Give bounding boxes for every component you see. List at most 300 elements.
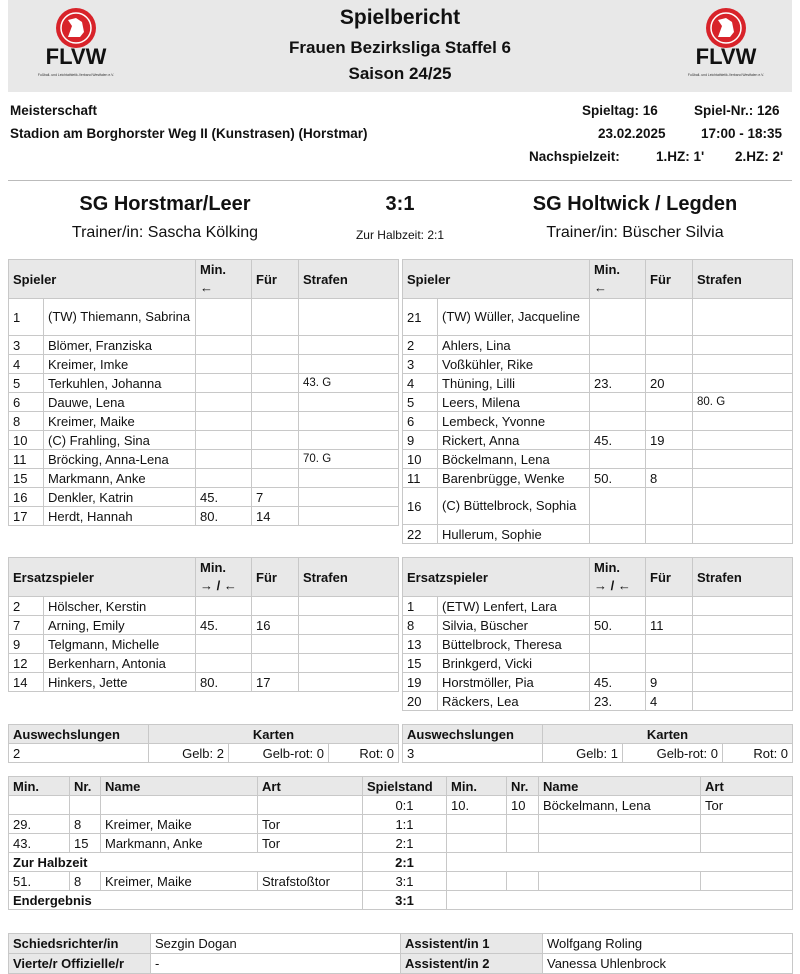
sub-row [9,635,399,654]
stoppage-label: Nachspielzeit: [529,149,620,164]
away-team: SG Holtwick / Legden [532,193,738,215]
penalty: 80. G [693,393,793,412]
player-name: Thüning, Lilli [438,374,590,393]
goal-min [447,872,507,891]
col-ersatzspieler: Ersatzspieler [403,558,590,597]
player-name: Berkenharn, Antonia [44,654,196,673]
player-row [403,525,793,544]
goal-row [9,872,793,891]
player-name: Hinkers, Jette [44,673,196,692]
empty-cell [447,853,793,872]
sub-minute [590,635,646,654]
player-name: Barenbrügge, Wenke [438,469,590,488]
sub-for: 14 [252,507,299,526]
player-number: 9 [9,635,44,654]
goal-nr [70,796,101,815]
sub-for [646,654,693,673]
penalty [299,469,399,488]
goal-min: 29. [9,815,70,834]
assistant1-label: Assistent/in 1 [401,934,543,954]
player-name: Ahlers, Lina [438,336,590,355]
away-lineup-table [402,259,793,544]
player-row [403,374,793,393]
goal-nr: 8 [70,872,101,891]
player-number: 19 [403,673,438,692]
sub-for [646,597,693,616]
penalty [299,654,399,673]
goal-scorer [101,796,258,815]
officials-table [8,933,793,974]
col-strafen: Strafen [693,558,793,597]
goal-row [9,815,793,834]
player-row [9,299,399,336]
col-fuer: Für [252,558,299,597]
col-ersatzspieler: Ersatzspieler [9,558,196,597]
goal-nr: 15 [70,834,101,853]
sub-for [646,488,693,525]
sub-row [403,673,793,692]
player-row [403,393,793,412]
svg-text:Fußball- und Leichtathletik-Ve: Fußball- und Leichtathletik-Verband Westfalen e.V. [688,73,764,77]
svg-text:Fußball- und Leichtathletik-Ve: Fußball- und Leichtathletik-Verband Westfalen e.V. [38,73,114,77]
sub-minute [590,654,646,673]
sub-for: 11 [646,616,693,635]
away-cards-table [402,724,793,763]
player-row [403,336,793,355]
player-number: 5 [403,393,438,412]
penalty [693,635,793,654]
sub-row [9,654,399,673]
assistant1-name: Wolfgang Roling [543,934,793,954]
penalty [299,635,399,654]
goal-type-header: Art [258,777,363,796]
sub-minute [196,597,252,616]
home-subs-table [8,557,399,692]
sub-minute [590,412,646,431]
goal-row [9,796,793,815]
player-number: 4 [403,374,438,393]
away-yellow: Gelb: 1 [543,744,623,763]
player-row [403,431,793,450]
player-name: Kreimer, Maike [44,412,196,431]
sub-for: 17 [252,673,299,692]
sub-for [252,469,299,488]
penalty [299,355,399,374]
sub-minute [196,355,252,374]
player-name: Dauwe, Lena [44,393,196,412]
player-number: 15 [403,654,438,673]
player-number: 3 [9,336,44,355]
col-strafen: Strafen [693,260,793,299]
goal-score: 3:1 [363,872,447,891]
penalty [693,299,793,336]
sub-minute [196,450,252,469]
sub-minute [590,488,646,525]
player-number: 8 [403,616,438,635]
sub-minute: 50. [590,616,646,635]
goal-score: 2:1 [363,834,447,853]
goal-min [447,815,507,834]
penalty [693,488,793,525]
player-number: 10 [403,450,438,469]
halftime-row-score: 2:1 [363,853,447,872]
goal-min: 43. [9,834,70,853]
sub-for [252,393,299,412]
sub-minute: 23. [590,374,646,393]
player-number: 22 [403,525,438,544]
home-sub-count: 2 [9,744,149,763]
player-row [403,355,793,374]
player-name: Horstmöller, Pia [438,673,590,692]
penalty [299,673,399,692]
player-name: Voßkühler, Rike [438,355,590,374]
player-number: 1 [9,299,44,336]
penalty [693,374,793,393]
goal-name-header: Name [539,777,701,796]
penalty [693,654,793,673]
player-number: 6 [403,412,438,431]
player-number: 11 [403,469,438,488]
goal-scorer: Kreimer, Maike [101,872,258,891]
goal-min-header: Min. [447,777,507,796]
score-header: Spielstand [363,777,447,796]
player-number: 16 [403,488,438,525]
fourth-official-name: - [151,954,401,974]
col-fuer: Für [646,558,693,597]
penalty [693,412,793,431]
penalty [693,525,793,544]
final-row-score: 3:1 [363,891,447,910]
col-strafen: Strafen [299,558,399,597]
goal-nr: 8 [70,815,101,834]
player-number: 2 [9,597,44,616]
sub-for: 20 [646,374,693,393]
report-title: Spielbericht [339,6,461,29]
goals-table [8,776,793,910]
sub-for [646,635,693,654]
goal-nr: 10 [507,796,539,815]
sub-row [403,616,793,635]
sub-for [252,431,299,450]
player-row [9,393,399,412]
sub-minute [196,654,252,673]
sub-for [252,450,299,469]
sub-minute [590,597,646,616]
player-row [403,412,793,431]
player-number: 7 [9,616,44,635]
penalty [299,336,399,355]
sub-for [252,654,299,673]
player-row [9,431,399,450]
col-min: Min. ← [590,260,646,299]
goal-min [447,834,507,853]
away-red: Rot: 0 [723,744,793,763]
referee-name: Sezgin Dogan [151,934,401,954]
sub-for: 7 [252,488,299,507]
sub-for [646,450,693,469]
penalty: 70. G [299,450,399,469]
penalty [693,616,793,635]
goal-nr-header: Nr. [507,777,539,796]
goal-nr [507,872,539,891]
penalty [693,450,793,469]
sub-row [9,597,399,616]
goal-type [701,815,793,834]
player-row [9,374,399,393]
sub-for [252,597,299,616]
goal-nr-header: Nr. [70,777,101,796]
player-name: Rickert, Anna [438,431,590,450]
player-row [9,355,399,374]
player-name: (ETW) Lenfert, Lara [438,597,590,616]
player-name: Bröcking, Anna-Lena [44,450,196,469]
final-score: 3:1 [385,193,415,215]
sub-minute [196,431,252,450]
away-trainer: Trainer/in: Büscher Silvia [546,224,724,241]
player-number: 9 [403,431,438,450]
match-number: Spiel-Nr.: 126 [694,103,780,118]
player-number: 11 [9,450,44,469]
report-header [8,0,792,92]
sub-row [403,635,793,654]
player-row [403,299,793,336]
player-row [9,412,399,431]
goal-min: 10. [447,796,507,815]
home-lineup-table [8,259,399,526]
sub-for [252,355,299,374]
goal-type [701,834,793,853]
sub-for: 8 [646,469,693,488]
penalty [693,469,793,488]
sub-for [252,336,299,355]
goal-score: 1:1 [363,815,447,834]
sub-minute: 23. [590,692,646,711]
sub-for [646,336,693,355]
sub-minute: 80. [196,673,252,692]
matchday: Spieltag: 16 [582,103,658,118]
goal-scorer [539,872,701,891]
penalty [299,431,399,450]
fourth-official-label: Vierte/r Offizielle/r [9,954,151,974]
penalty [693,692,793,711]
player-name: Silvia, Büscher [438,616,590,635]
sub-minute [196,299,252,336]
player-number: 20 [403,692,438,711]
goal-nr [507,834,539,853]
player-number: 3 [403,355,438,374]
player-name: (TW) Wüller, Jacqueline [438,299,590,336]
col-min: Min. ← [196,260,252,299]
sub-minute [590,336,646,355]
sub-minute: 45. [196,488,252,507]
sub-minute [590,393,646,412]
player-name: Brinkgerd, Vicki [438,654,590,673]
player-name: Böckelmann, Lena [438,450,590,469]
sub-minute [196,336,252,355]
sub-minute: 45. [590,431,646,450]
stoppage-second-half: 2.HZ: 2' [735,149,784,164]
goal-nr [507,815,539,834]
sub-for: 16 [252,616,299,635]
player-row [403,450,793,469]
sub-row [403,597,793,616]
player-row [403,488,793,525]
goal-score: 0:1 [363,796,447,815]
sub-minute [196,469,252,488]
goal-row [9,834,793,853]
goal-scorer [539,834,701,853]
sub-minute: 45. [590,673,646,692]
player-row [9,336,399,355]
penalty [693,597,793,616]
player-name: Herdt, Hannah [44,507,196,526]
penalty [299,616,399,635]
venue: Stadion am Borghorster Weg II (Kunstrasen) (Horstmar) [10,126,368,141]
player-name: (TW) Thiemann, Sabrina [44,299,196,336]
sub-for [252,412,299,431]
player-number: 16 [9,488,44,507]
sub-for [646,355,693,374]
svg-text:FLVW: FLVW [45,44,107,69]
sub-minute [196,412,252,431]
penalty [299,597,399,616]
player-row [9,507,399,526]
sub-minute: 45. [196,616,252,635]
referee-label: Schiedsrichter/in [9,934,151,954]
sub-for [646,412,693,431]
player-name: Leers, Milena [438,393,590,412]
player-number: 2 [403,336,438,355]
substitutions-label: Auswechslungen [9,725,149,744]
goal-scorer: Kreimer, Maike [101,815,258,834]
penalty [299,299,399,336]
goal-scorer [539,815,701,834]
player-number: 14 [9,673,44,692]
goal-scorer: Markmann, Anke [101,834,258,853]
sub-for [252,299,299,336]
player-number: 13 [403,635,438,654]
player-name: Kreimer, Imke [44,355,196,374]
player-name: Büttelbrock, Theresa [438,635,590,654]
away-sub-count: 3 [403,744,543,763]
home-cards-table [8,724,399,763]
player-name: Lembeck, Yvonne [438,412,590,431]
halftime-row-label: Zur Halbzeit [9,853,363,872]
assistant2-name: Vanessa Uhlenbrock [543,954,793,974]
penalty [693,673,793,692]
goal-type [701,872,793,891]
col-fuer: Für [646,260,693,299]
player-number: 17 [9,507,44,526]
home-team: SG Horstmar/Leer [79,193,251,215]
player-row [9,488,399,507]
sub-row [403,692,793,711]
player-row [9,469,399,488]
sub-row [403,654,793,673]
goal-min: 51. [9,872,70,891]
sub-for [646,299,693,336]
away-subs-table [402,557,793,711]
cards-label: Karten [149,725,399,744]
empty-cell [447,891,793,910]
home-yellowred: Gelb-rot: 0 [229,744,329,763]
col-min: Min. → / ← [590,558,646,597]
goal-type: Tor [701,796,793,815]
goal-type: Tor [258,815,363,834]
final-row-label: Endergebnis [9,891,363,910]
col-spieler: Spieler [403,260,590,299]
stoppage-first-half: 1.HZ: 1' [656,149,705,164]
sub-for: 4 [646,692,693,711]
goal-name-header: Name [101,777,258,796]
player-number: 5 [9,374,44,393]
player-number: 4 [9,355,44,374]
player-number: 21 [403,299,438,336]
sub-minute [590,525,646,544]
sub-minute: 80. [196,507,252,526]
goal-type: Tor [258,834,363,853]
sub-minute [590,450,646,469]
player-number: 8 [9,412,44,431]
svg-text:FLVW: FLVW [695,44,757,69]
goal-min-header: Min. [9,777,70,796]
league-name: Frauen Bezirksliga Staffel 6 [288,38,512,57]
player-number: 15 [9,469,44,488]
home-yellow: Gelb: 2 [149,744,229,763]
player-name: Markmann, Anke [44,469,196,488]
col-fuer: Für [252,260,299,299]
home-trainer: Trainer/in: Sascha Kölking [71,224,259,241]
player-name: Räckers, Lea [438,692,590,711]
penalty [693,355,793,374]
player-name: Telgmann, Michelle [44,635,196,654]
match-date: 23.02.2025 [598,126,666,141]
goal-scorer: Böckelmann, Lena [539,796,701,815]
player-row [403,469,793,488]
sub-for: 9 [646,673,693,692]
substitutions-label: Auswechslungen [403,725,543,744]
sub-for [252,374,299,393]
player-name: (C) Frahling, Sina [44,431,196,450]
col-strafen: Strafen [299,260,399,299]
sub-for [646,393,693,412]
penalty [299,393,399,412]
goal-type-header: Art [701,777,793,796]
sub-for [646,525,693,544]
sub-minute: 50. [590,469,646,488]
penalty [299,507,399,526]
player-number: 12 [9,654,44,673]
goal-type [258,796,363,815]
player-name: Blömer, Franziska [44,336,196,355]
sub-minute [196,393,252,412]
final-row [9,891,793,910]
season: Saison 24/25 [348,64,452,83]
goal-type: Strafstoßtor [258,872,363,891]
player-name: Hölscher, Kerstin [44,597,196,616]
penalty [299,488,399,507]
home-red: Rot: 0 [329,744,399,763]
cards-label: Karten [543,725,793,744]
penalty [299,412,399,431]
sub-minute [590,299,646,336]
goal-min [9,796,70,815]
sub-for: 19 [646,431,693,450]
player-name: Terkuhlen, Johanna [44,374,196,393]
player-number: 1 [403,597,438,616]
player-number: 6 [9,393,44,412]
col-min: Min. → / ← [196,558,252,597]
